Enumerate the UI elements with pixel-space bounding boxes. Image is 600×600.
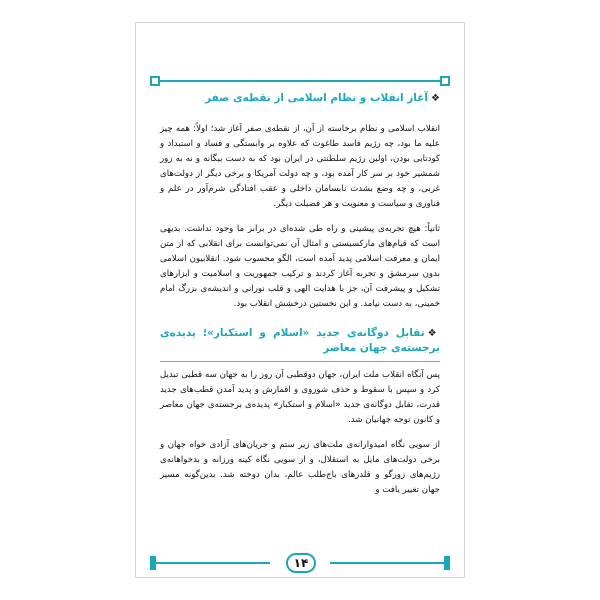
diamond-bullet-icon: ❖ <box>431 93 440 104</box>
top-rule-right-ornament <box>440 76 450 86</box>
page-content <box>160 91 440 502</box>
bottom-rule-right-line <box>330 562 448 564</box>
heading-divider <box>160 361 440 362</box>
paragraph-3: پس آنگاه انقلاب ملت ایران، جهان دوقطبی آن روز را به جهان سه قطبی تبدیل کرد و سپس با سقوط و حذف شوروی و اقمارش و پدید آمدن قطب‌های جدید قدرت، تقابل دوگانه‌ی جدید «اسلام و استکبار» پدیده‌ی برجسته‌ی جهان معاصر و کانون توجه جهانیان شد. <box>160 370 440 425</box>
paragraph-1: انقلاب اسلامی و نظام برخاسته از آن، از نقطه‌ی صفر آغاز شد؛ اولاً: همه چیز علیه ما بود، چه رژیم فاسد طاغوت که علاوه بر وابستگی و فساد و استبداد و کودتایی بودن، اولین رژیم سلطنتی در ایران بود که به دست بیگانه و نه به زور شمشیر خود بر سر کار آمده بود، و چه دولت آمریکا و برخی دیگر از دولت‌های غربی، و چه وضع بشدت نابسامان داخلی و عقب افتادگی شرم‌آور در علم و فناوری و سیاست و معنویت و هر فضیلت دیگر. <box>160 124 440 209</box>
diamond-bullet-icon: ❖ <box>427 328 440 339</box>
top-rule-left-ornament <box>150 76 160 86</box>
spacer <box>160 316 440 326</box>
paragraph-2: ثانیاً: هیچ تجربه‌ی پیشینی و راه طی شده‌ای در برابر ما وجود نداشت. بدیهی است که قیام‌های مارکسیستی و امثال آن نمی‌توانست برای انقلابی که از متن ایمان و معرفت اسلامی پدید آمده است، الگو محسوب شود. انقلابیون اسلامی بدون سرمشق و تجربه آغاز کردند و ترکیب جمهوریت و اسلامیت و ابزارهای تشکیل و پیشرفت آن، جز با هدایت الهی و قلب نورانی و اندیشه‌ی بزرگ امام خمینی، به دست نیامد. و این نخستین درخشش انقلاب بود. <box>160 224 440 309</box>
top-rule-line <box>152 80 448 82</box>
bottom-rule-right-cap <box>444 556 450 570</box>
section-heading-2-text: تقابل دوگانه‌ی جدید «اسلام و استکبار»؛ پدیده‌ی برجسته‌ی جهان معاصر <box>160 327 440 354</box>
top-decorative-rule <box>152 76 448 86</box>
section-heading-1 <box>160 91 440 106</box>
paragraph-4: از سویی نگاه امیدوارانه‌ی ملت‌های زیر ستم و جریان‌های آزادی خواه جهان و برخی دولت‌های مایل به استقلال، و از سویی نگاه کینه ورزانه و بدخواهانه‌ی رژیم‌های زورگو و قلدرهای باج‌طلب عالم، بدان دوخته شد. بدین‌گونه مسیر جهان تغییر یافت و <box>160 440 440 495</box>
spacer <box>160 112 440 122</box>
section-heading-1-text: آغاز انقلاب و نظام اسلامی از نقطه‌ی صفر <box>205 92 429 104</box>
bottom-rule-left-line <box>152 562 270 564</box>
section-heading-2 <box>160 326 440 355</box>
page-number: ۱۴ <box>286 553 316 573</box>
book-page <box>135 22 465 578</box>
bottom-decorative-rule <box>152 553 448 573</box>
